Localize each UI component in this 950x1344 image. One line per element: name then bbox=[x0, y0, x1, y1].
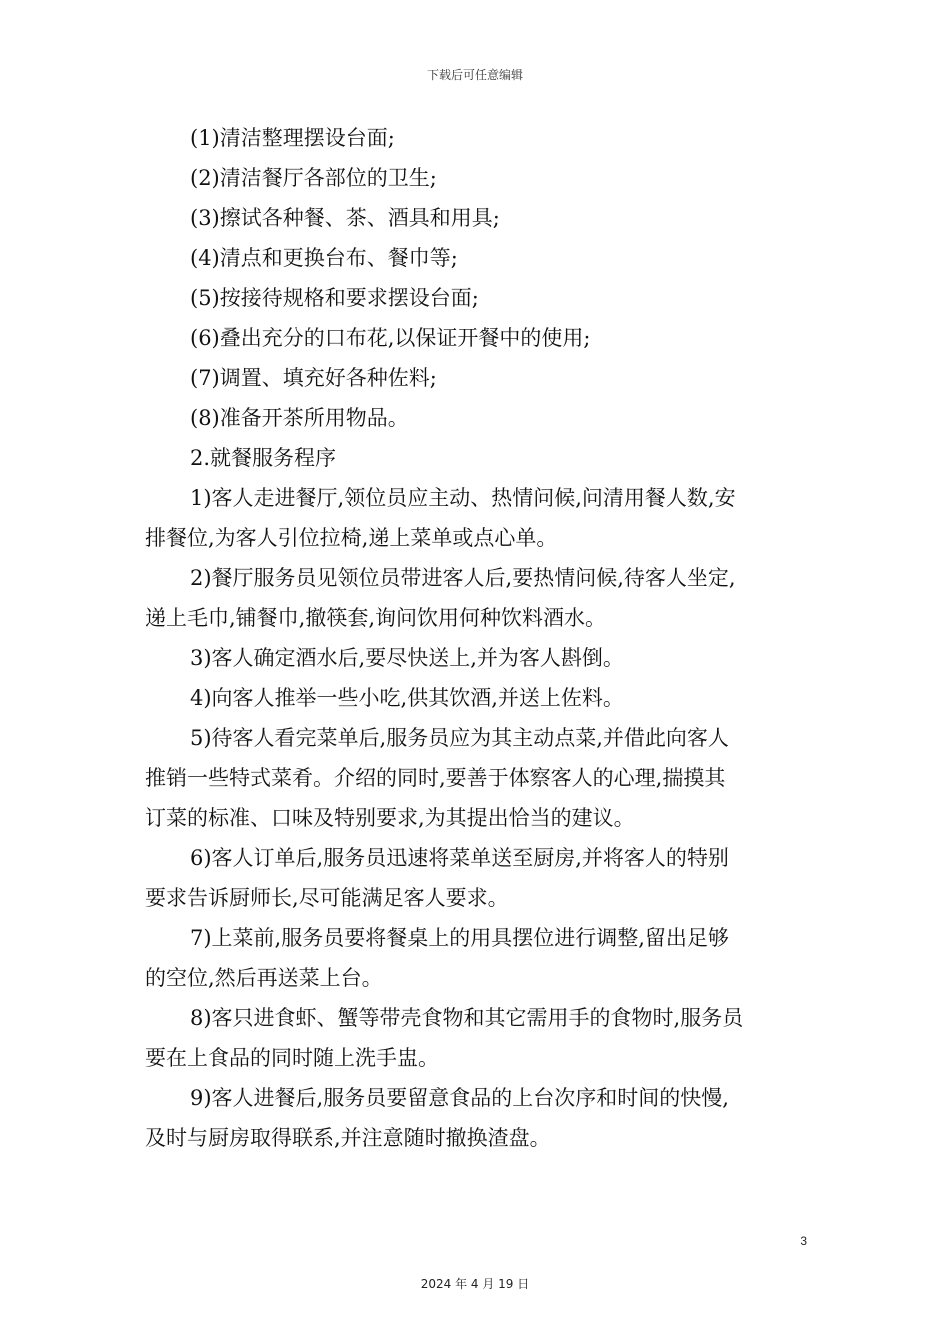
text-line: (4)清点和更换台布、餐巾等; bbox=[190, 246, 458, 270]
text-line: (8)准备开茶所用物品。 bbox=[190, 406, 409, 430]
text-line: 的空位,然后再送菜上台。 bbox=[145, 966, 383, 990]
text-line: 排餐位,为客人引位拉椅,递上菜单或点心单。 bbox=[145, 526, 558, 550]
text-line: 2.就餐服务程序 bbox=[190, 446, 337, 470]
text-line: (1)清洁整理摆设台面; bbox=[190, 126, 395, 150]
text-line: 及时与厨房取得联系,并注意随时撤换渣盘。 bbox=[145, 1126, 551, 1150]
text-line: 2)餐厅服务员见领位员带进客人后,要热情问候,待客人坐定, bbox=[190, 566, 736, 590]
text-line: 递上毛巾,铺餐巾,撤筷套,询问饮用何种饮料酒水。 bbox=[145, 606, 607, 630]
text-line: 9)客人进餐后,服务员要留意食品的上台次序和时间的快慢, bbox=[190, 1086, 729, 1110]
text-line: 推销一些特式菜肴。介绍的同时,要善于体察客人的心理,揣摸其 bbox=[145, 766, 726, 790]
text-line: 7)上菜前,服务员要将餐桌上的用具摆位进行调整,留出足够 bbox=[190, 926, 729, 950]
text-line: 5)待客人看完菜单后,服务员应为其主动点菜,并借此向客人 bbox=[190, 726, 729, 750]
page-header: 下载后可任意编辑 bbox=[426, 68, 523, 82]
text-line: 要求告诉厨师长,尽可能满足客人要求。 bbox=[145, 886, 509, 910]
document-body bbox=[145, 118, 807, 1158]
page-footer-date: 2024 年 4 月 19 日 bbox=[420, 1277, 530, 1291]
text-line: 4)向客人推举一些小吃,供其饮酒,并送上佐料。 bbox=[190, 686, 624, 710]
text-line: (5)按接待规格和要求摆设台面; bbox=[190, 286, 479, 310]
page-number: 3 bbox=[800, 1234, 807, 1248]
text-line: (7)调置、填充好各种佐料; bbox=[190, 366, 437, 390]
text-line: (2)清洁餐厅各部位的卫生; bbox=[190, 166, 437, 190]
text-line: 8)客只进食虾、蟹等带壳食物和其它需用手的食物时,服务员 bbox=[190, 1006, 744, 1030]
text-line: 3)客人确定酒水后,要尽快送上,并为客人斟倒。 bbox=[190, 646, 624, 670]
text-line: 订菜的标准、口味及特别要求,为其提出恰当的建议。 bbox=[145, 806, 635, 830]
text-line: 6)客人订单后,服务员迅速将菜单送至厨房,并将客人的特别 bbox=[190, 846, 729, 870]
text-line: (3)擦试各种餐、茶、酒具和用具; bbox=[190, 206, 500, 230]
text-line: (6)叠出充分的口布花,以保证开餐中的使用; bbox=[190, 326, 591, 350]
text-line: 要在上食品的同时随上洗手盅。 bbox=[145, 1046, 439, 1070]
text-line: 1)客人走进餐厅,领位员应主动、热情问候,问清用餐人数,安 bbox=[190, 486, 736, 510]
